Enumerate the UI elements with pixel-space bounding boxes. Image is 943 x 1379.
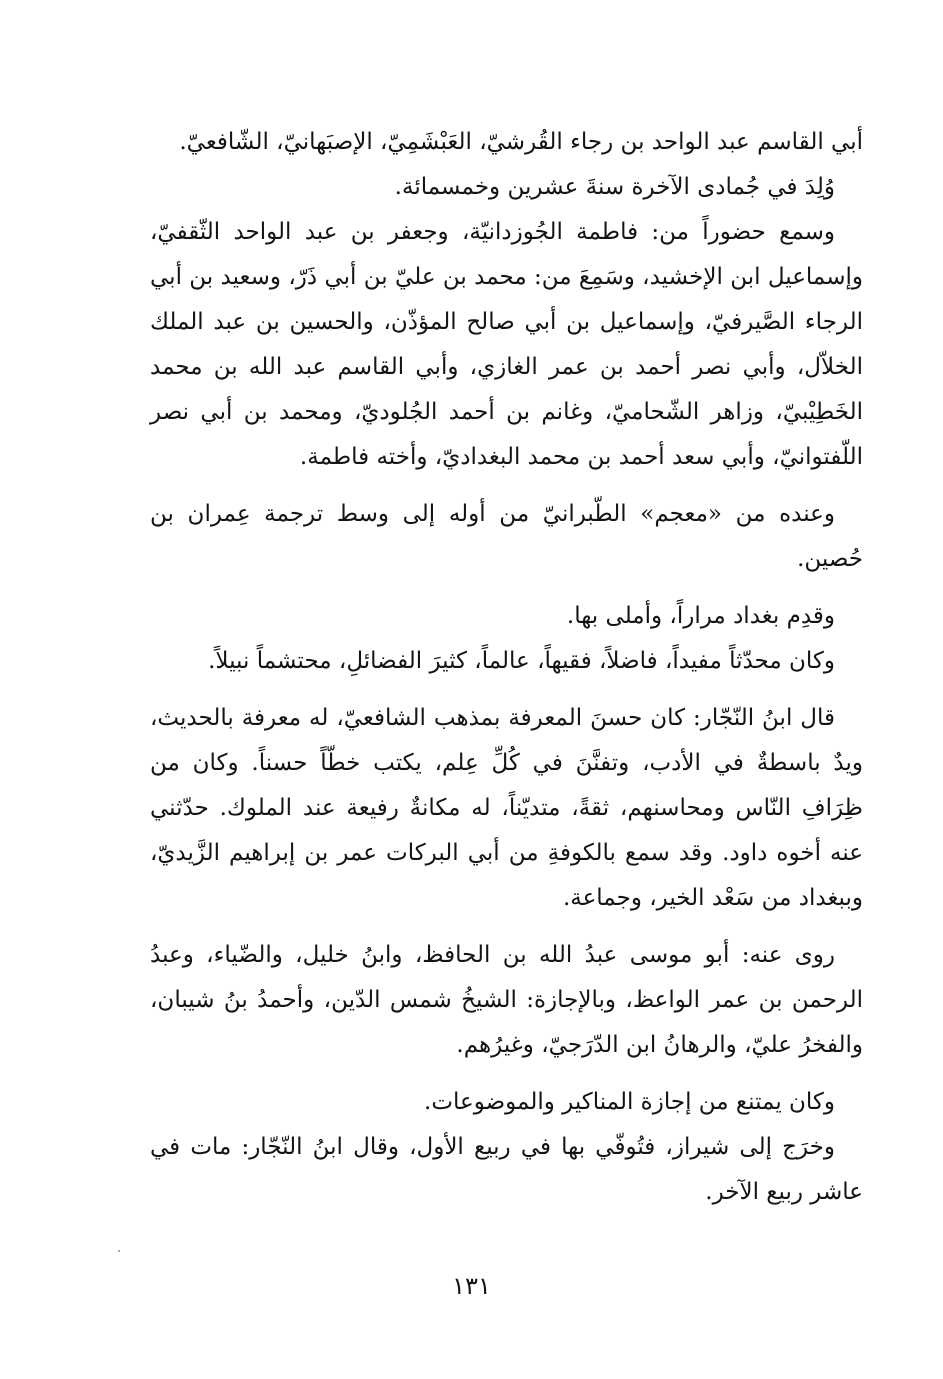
paragraph-gap [150, 582, 863, 594]
paragraph: وخرَج إلى شيراز، فتُوفّي بها في ربيع الأول، وقال ابنُ النّجّار: مات في عاشر ربيع الآخر. [150, 1134, 863, 1205]
paragraph: وسمع حضوراً من: فاطمة الجُوزدانيّة، وجعفر بن عبد الواحد الثّقفيّ، وإسماعيل ابن الإخشيد، وسَمِعَ من: محمد بن عليّ بن أبي ذَرّ، وسعيد بن أبي الرجاء الصَّيرفيّ، وإسماعيل بن أبي صالح المؤذّن، والحسين بن عبد الملك الخلاّل، وأبي نصر أحمد بن عمر الغازي، وأبي القاسم عبد الله بن محمد الخَطِيْبيّ، وزاهر الشّحاميّ، وغانم بن أحمد الجُلوديّ، ومحمد بن أبي نصر اللّفتوانيّ، وأبي سعد أحمد بن محمد البغداديّ، وأخته فاطمة. [150, 219, 863, 470]
paragraph: وقدِم بغداد مراراً، وأملى بها. [566, 603, 835, 629]
body-text [150, 120, 863, 1215]
paragraph-gap [150, 1068, 863, 1080]
paragraph-gap [150, 921, 863, 933]
paragraph: وكان يمتنع من إجازة المناكير والموضوعات. [424, 1089, 835, 1115]
paragraph: وُلِدَ في جُمادى الآخرة سنةَ عشرين وخمسمائة. [394, 174, 835, 200]
scan-speck [118, 1250, 120, 1252]
paragraph: وكان محدّثاً مفيداً، فاضلاً، فقيهاً، عالماً، كثيرَ الفضائلِ، محتشماً نبيلاً. [208, 648, 835, 674]
paragraph: قال ابنُ النّجّار: كان حسنَ المعرفة بمذهب الشافعيّ، له معرفة بالحديث، ويدٌ باسطةٌ في الأدب، وتفنَّنَ في كُلِّ عِلم، يكتب خطّاً حسناً. وكان من ظِرَافِ النّاس ومحاسنهم، ثقةً، متديّناً، له مكانةٌ رفيعة عند الملوك. حدّثني عنه أخوه داود. وقد سمع بالكوفةِ من أبي البركات عمر بن إبراهيم الزَّيديّ، وببغداد من سَعْد الخير، وجماعة. [150, 705, 863, 911]
paragraph: روى عنه: أبو موسى عبدُ الله بن الحافظ، وابنُ خليل، والضّياء، وعبدُ الرحمن بن عمر الواعظ، وبالإجازة: الشيخُ شمس الدّين، وأحمدُ بنُ شيبان، والفخرُ عليّ، والرهانُ ابن الدّرَجيّ، وغيرُهم. [150, 942, 863, 1058]
paragraph: أبي القاسم عبد الواحد بن رجاء القُرشيّ، العَبْشَمِيّ، الإصبَهانيّ، الشّافعيّ. [179, 129, 863, 155]
page-number: ١٣١ [452, 1272, 491, 1300]
paragraph: وعنده من «معجم» الطّبرانيّ من أوله إلى وسط ترجمة عِمران بن حُصين. [150, 501, 863, 572]
paragraph-gap [150, 480, 863, 492]
paragraph-gap [150, 684, 863, 696]
